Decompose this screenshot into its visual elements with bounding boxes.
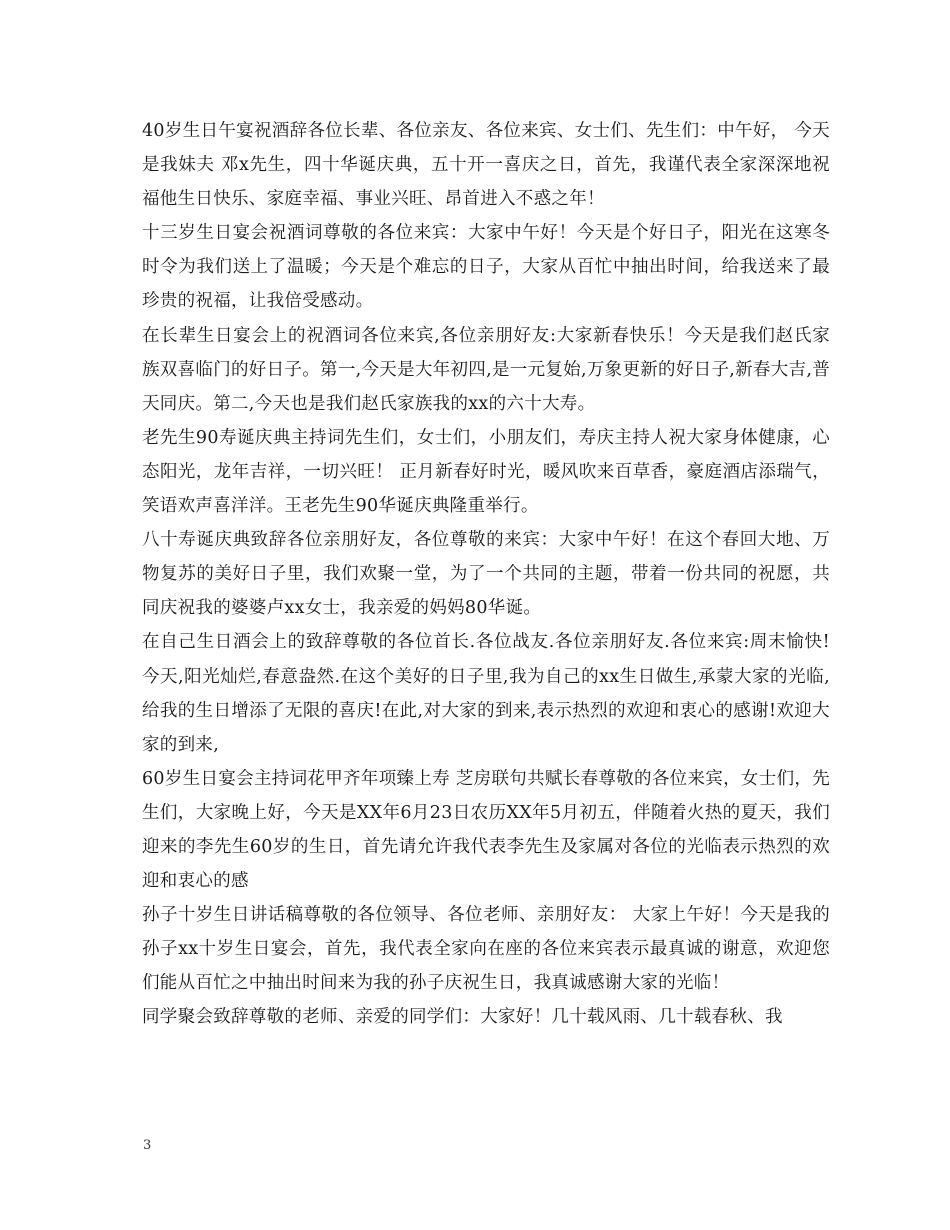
paragraph-grandson-10th-birthday-speech: 孙子十岁生日讲话稿尊敬的各位领导、各位老师、亲朋好友： 大家上午好！今天是我的孙子xx十岁生日宴会，首先，我代表全家向在座的各位来宾表示最真诚的谢意，欢迎您们能从百忙之中抽出时间来为我的孙子庆祝生日，我真诚感谢大家的光临！ [142, 905, 830, 994]
paragraph-40th-birthday-toast: 40岁生日午宴祝酒辞各位长辈、各位亲友、各位来宾、女士们、先生们：中午好， 今天是我妹夫 邓x先生，四十华诞庆典，五十开一喜庆之日，首先，我谨代表全家深深地祝福他生日快乐、家庭幸福、事业兴旺、昂首进入不惑之年！ [142, 121, 830, 210]
page-number: 3 [143, 1138, 152, 1153]
paragraph-13th-birthday-toast: 十三岁生日宴会祝酒词尊敬的各位来宾：大家中午好！今天是个好日子，阳光在这寒冬时令为我们送上了温暖；今天是个难忘的日子，大家从百忙中抽出时间，给我送来了最珍贵的祝福，让我倍受感动。 [142, 223, 830, 312]
paragraph-class-reunion-speech: 同学聚会致辞尊敬的老师、亲爱的同学们：大家好！几十载风雨、几十载春秋、我 [142, 1007, 783, 1028]
paragraph-elder-birthday-toast: 在长辈生日宴会上的祝酒词各位来宾,各位亲朋好友:大家新春快乐！今天是我们赵氏家族双喜临门的好日子。第一,今天是大年初四,是一元复始,万象更新的好日子,新春大吉,普天同庆。第二,今天也是我们赵氏家族我的xx的六十大寿。 [142, 325, 830, 414]
paragraph-80th-birthday-speech: 八十寿诞庆典致辞各位亲朋好友，各位尊敬的来宾：大家中午好！在这个春回大地、万物复苏的美好日子里，我们欢聚一堂，为了一个共同的主题，带着一份共同的祝愿，共同庆祝我的婆婆卢xx女士，我亲爱的妈妈80华诞。 [142, 530, 830, 619]
paragraph-own-birthday-speech: 在自己生日酒会上的致辞尊敬的各位首长.各位战友.各位亲朋好友.各位来宾:周末愉快!今天,阳光灿烂,春意盎然.在这个美好的日子里,我为自己的xx生日做生,承蒙大家的光临,给我的生日增添了无限的喜庆!在此,对大家的到来,表示热烈的欢迎和衷心的感谢!欢迎大家的到来, [142, 632, 830, 755]
document-body [142, 114, 830, 1035]
paragraph-90th-birthday-host-speech: 老先生90寿诞庆典主持词先生们，女士们，小朋友们，寿庆主持人祝大家身体健康，心态阳光，龙年吉祥，一切兴旺！ 正月新春好时光，暖风吹来百草香，豪庭酒店添瑞气，笑语欢声喜洋洋。王老先生90华诞庆典隆重举行。 [142, 427, 830, 517]
paragraph-60th-birthday-host-speech: 60岁生日宴会主持词花甲齐年项臻上寿 芝房联句共赋长春尊敬的各位来宾，女士们，先生们，大家晚上好，今天是XX年6月23日农历XX年5月初五，伴随着火热的夏天，我们迎来的李先生60岁的生日，首先请允许我代表李先生及家属对各位的光临表示热烈的欢迎和衷心的感 [142, 768, 830, 892]
